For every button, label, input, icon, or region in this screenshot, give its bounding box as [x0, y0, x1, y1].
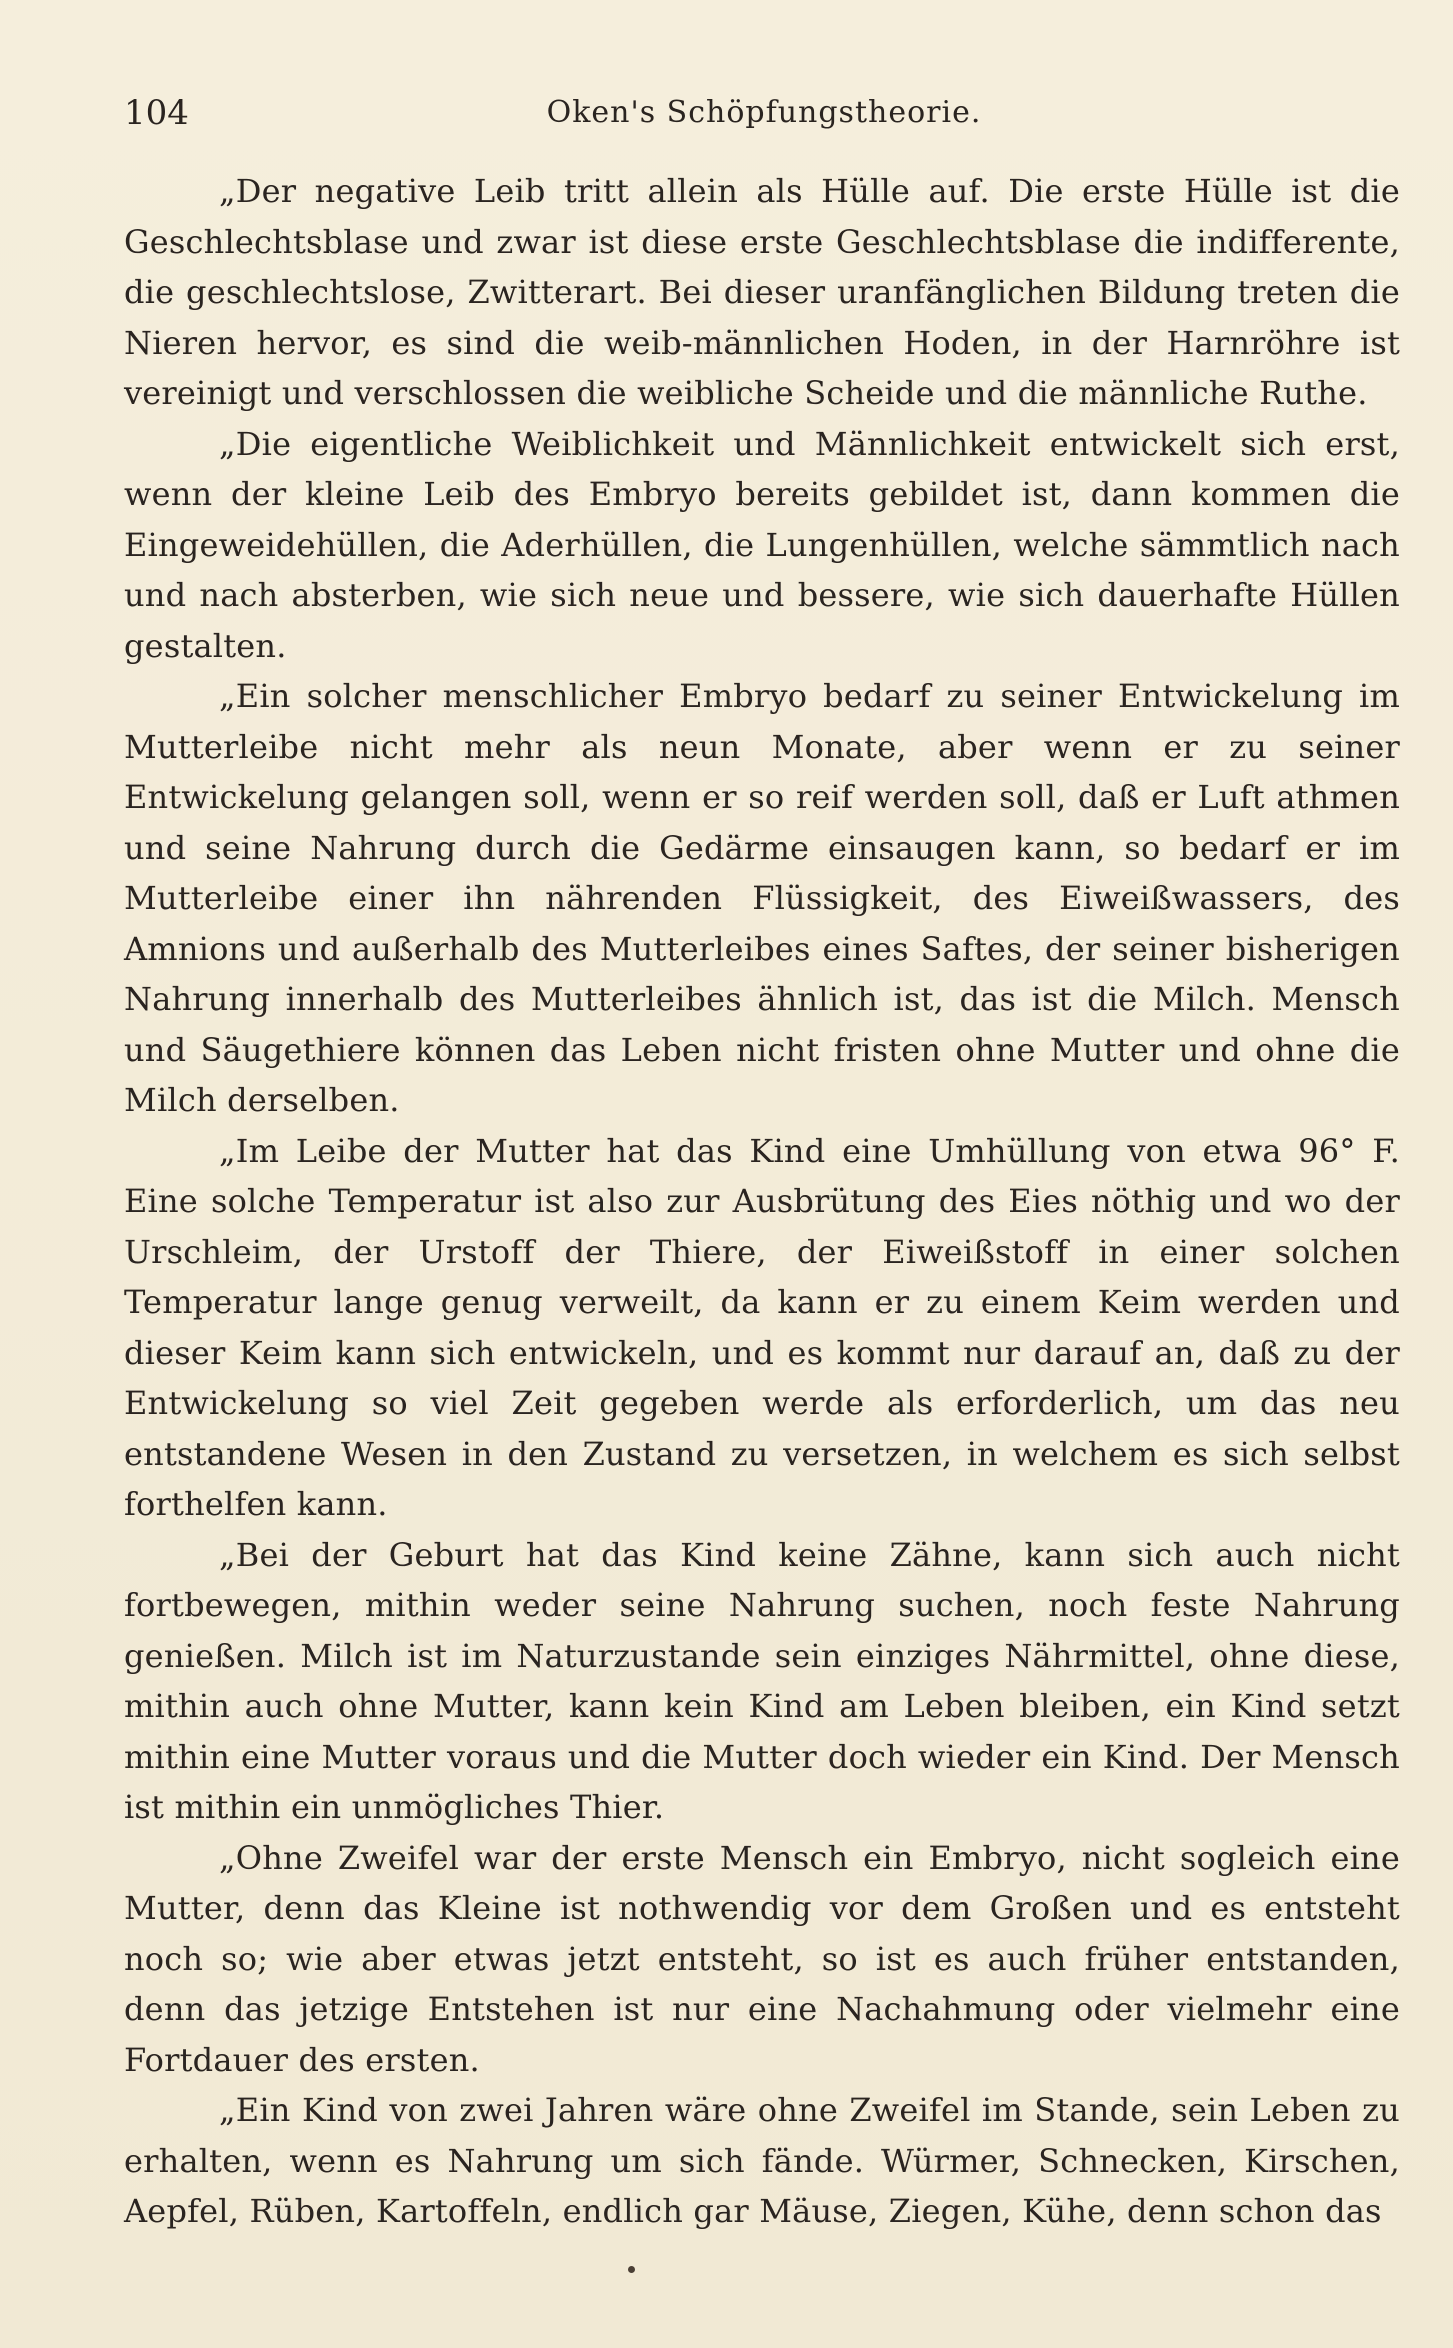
running-title: Oken's Schöpfungstheorie. — [546, 95, 982, 130]
paragraph: „Ein solcher menschlicher Embryo bedarf zu seiner Entwickelung im Mutterleibe nicht mehr als neun Monate, aber wenn er zu seiner Entwickelung gelangen soll, wenn er so reif werden soll, daß er Luft athmen und seine Nahrung durch die Gedärme einsaugen kann, so bedarf er im Mutterleibe einer ihn nährenden Flüssigkeit, des Eiweißwassers, des Amnions und außerhalb des Mutterleibes eines Saftes, der seiner bisherigen Nahrung innerhalb des Mutterleibes ähnlich ist, das ist die Milch. Mensch und Säugethiere können das Leben nicht fristen ohne Mutter und ohne die Milch derselben. — [124, 677, 1400, 1119]
paragraph: „Ohne Zweifel war der erste Mensch ein Embryo, nicht sogleich eine Mutter, denn das Kleine ist nothwendig vor dem Großen und es entsteht noch so; wie aber etwas jetzt entsteht, so ist es auch früher entstanden, denn das jetzige Entstehen ist nur eine Nachahmung oder vielmehr eine Fortdauer des ersten. — [124, 1838, 1400, 2079]
body-text — [124, 166, 1400, 2237]
paragraph: „Der negative Leib tritt allein als Hülle auf. Die erste Hülle ist die Geschlechtsblase und zwar ist diese erste Geschlechtsblase die indifferente, die geschlechtslose, Zwitterart. Bei dieser uranfänglichen Bildung treten die Nieren hervor, es sind die weib-männlichen Hoden, in der Harnröhre ist vereinigt und verschlossen die weibliche Scheide und die männliche Ruthe. — [124, 172, 1400, 412]
page-header — [124, 88, 1404, 138]
paragraph: „Ein Kind von zwei Jahren wäre ohne Zweifel im Stande, sein Leben zu erhalten, wenn es Nahrung um sich fände. Würmer, Schnecken, Kirschen, Aepfel, Rüben, Kartoffeln, endlich gar Mäuse, Ziegen, Kühe, denn schon das — [124, 2091, 1400, 2230]
ink-dot-mark — [628, 2266, 635, 2273]
paragraph: „Die eigentliche Weiblichkeit und Männlichkeit entwickelt sich erst, wenn der kleine Leib des Embryo bereits gebildet ist, dann kommen die Eingeweidehüllen, die Aderhüllen, die Lungenhüllen, welche sämmtlich nach und nach absterben, wie sich neue und bessere, wie sich dauerhafte Hüllen gestalten. — [124, 424, 1400, 665]
paragraph: „Im Leibe der Mutter hat das Kind eine Umhüllung von etwa 96° F. Eine solche Temperatur ist also zur Ausbrütung des Eies nöthig und wo der Urschleim, der Urstoff der Thiere, der Eiweißstoff in einer solchen Temperatur lange genug verweilt, da kann er zu einem Keim werden und dieser Keim kann sich entwickeln, und es kommt nur darauf an, daß zu der Entwickelung so viel Zeit gegeben werde als erforderlich, um das neu entstandene Wesen in den Zustand zu versetzen, in welchem es sich selbst forthelfen kann. — [124, 1131, 1400, 1523]
paragraph: „Bei der Geburt hat das Kind keine Zähne, kann sich auch nicht fortbewegen, mithin weder seine Nahrung suchen, noch feste Nahrung genießen. Milch ist im Naturzustande sein einziges Nährmittel, ohne diese, mithin auch ohne Mutter, kann kein Kind am Leben bleiben, ein Kind setzt mithin eine Mutter voraus und die Mutter doch wieder ein Kind. Der Mensch ist mithin ein unmögliches Thier. — [124, 1535, 1400, 1826]
page-number: 104 — [124, 93, 189, 133]
